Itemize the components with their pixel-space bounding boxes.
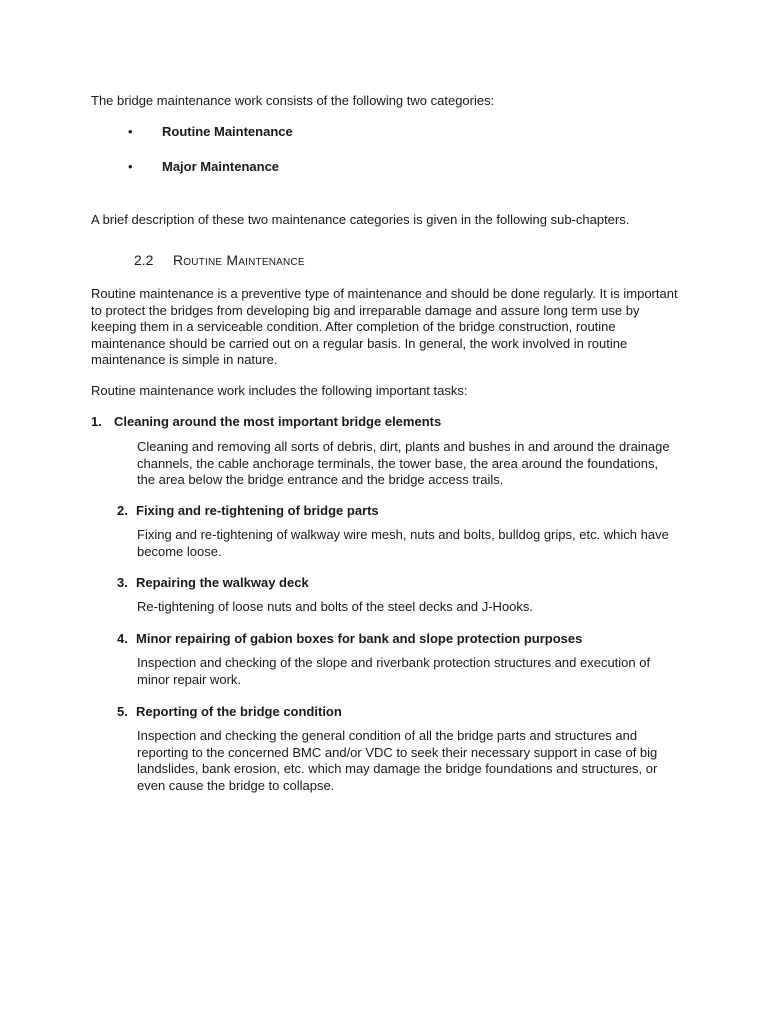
tasks-intro-paragraph: Routine maintenance work includes the following important tasks:: [91, 383, 468, 398]
section-number: 2.2: [134, 252, 154, 268]
task-title: Repairing the walkway deck: [136, 575, 309, 590]
task-number: 3.: [117, 575, 128, 590]
task-heading: [117, 575, 309, 592]
intro-paragraph: The bridge maintenance work consists of the following two categories:: [91, 93, 495, 108]
task-heading: [91, 414, 441, 431]
task-title: Minor repairing of gabion boxes for bank and slope protection purposes: [136, 631, 583, 646]
routine-description-paragraph: Routine maintenance is a preventive type of maintenance and should be done regularly. It is important to protect the bridges from developing big and irreparable damage and assure long term use by keeping them in a serviceable condition. After completion of the bridge construction, routine maintenance should be carried out on a regular basis. In general, the work involved in routine maintenance is simple in nature.: [91, 286, 678, 367]
bullet-icon: •: [128, 124, 133, 139]
bullet-icon: •: [128, 159, 133, 174]
section-title: Routine Maintenance: [173, 252, 305, 268]
task-heading: [117, 631, 582, 648]
category-label: Major Maintenance: [162, 159, 280, 174]
task-body: Inspection and checking of the slope and riverbank protection structures and execution of minor repair work.: [137, 655, 651, 687]
task-body: Fixing and re-tightening of walkway wire mesh, nuts and bolts, bulldog grips, etc. which have become loose.: [137, 527, 669, 559]
task-body: Re-tightening of loose nuts and bolts of the steel decks and J-Hooks.: [137, 599, 534, 614]
task-body: Cleaning and removing all sorts of debris, dirt, plants and bushes in and around the drainage channels, the cable anchorage terminals, the tower base, the area around the foundations, the area below the bridge entrance and the bridge access trails.: [137, 439, 670, 487]
section-heading: [134, 252, 305, 269]
category-label: Routine Maintenance: [162, 124, 293, 139]
task-title: Fixing and re-tightening of bridge parts: [136, 503, 379, 518]
task-number: 4.: [117, 631, 128, 646]
task-title: Reporting of the bridge condition: [136, 704, 342, 719]
brief-paragraph: A brief description of these two maintenance categories is given in the following sub-chapters.: [91, 212, 630, 227]
task-title: Cleaning around the most important bridge elements: [114, 414, 442, 429]
task-number: 5.: [117, 704, 128, 719]
task-number: 2.: [117, 503, 128, 518]
task-heading: [117, 503, 379, 520]
task-number: 1.: [91, 414, 102, 429]
task-heading: [117, 704, 342, 721]
task-body: Inspection and checking the general condition of all the bridge parts and structures and reporting to the concerned BMC and/or VDC to seek their necessary support in case of big landslides, bank erosion, etc. which may damage the bridge foundations and structures, or even cause the bridge to collapse.: [137, 728, 658, 793]
